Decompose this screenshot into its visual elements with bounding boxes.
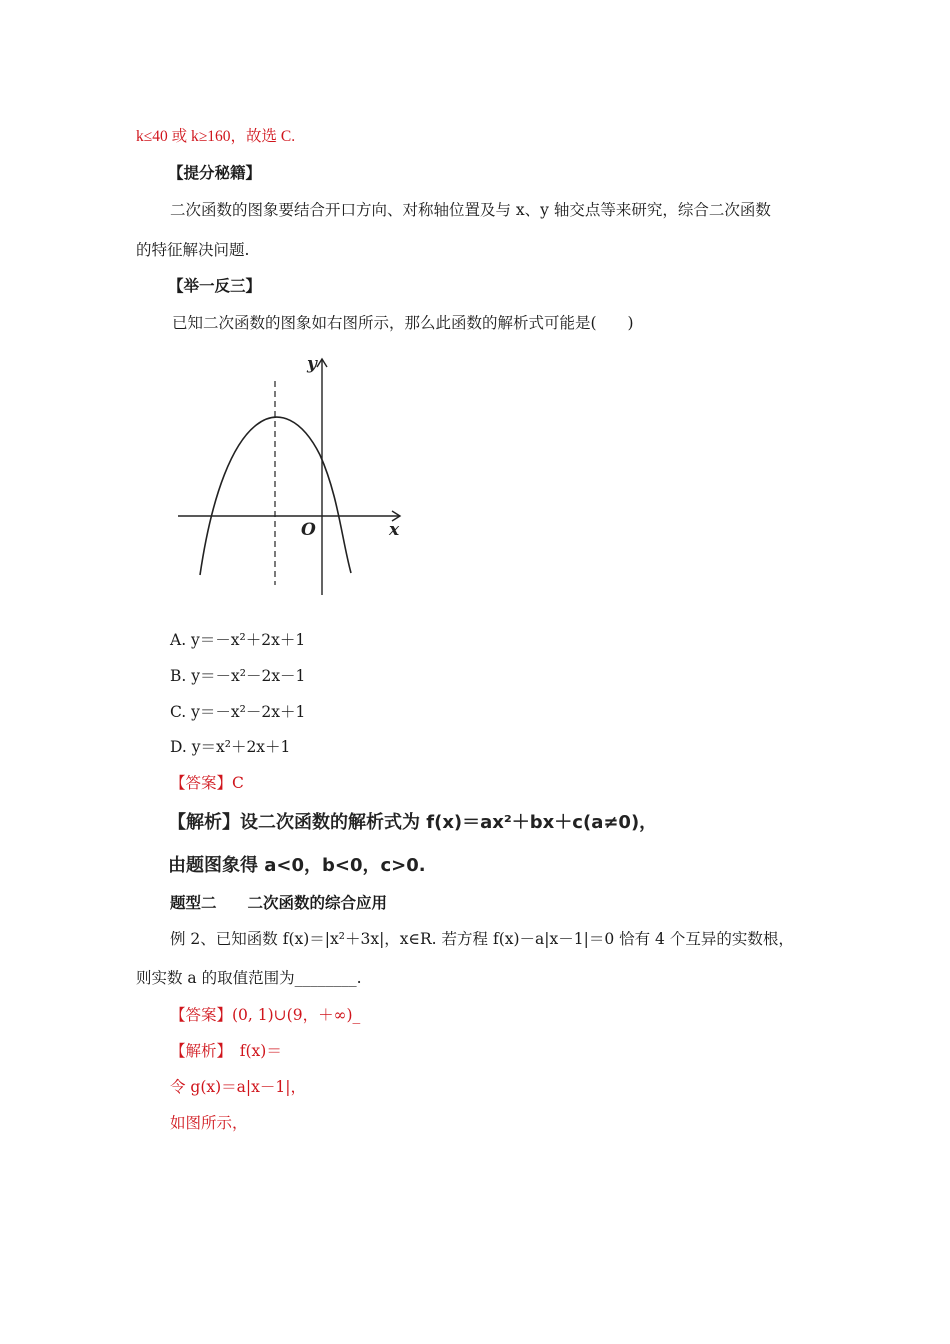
y-axis-label: y — [307, 354, 317, 374]
x-axis-label: x — [389, 520, 400, 540]
option-b: B. y＝－x²－2x－1 — [170, 667, 306, 685]
section-heading-type2: 题型二 二次函数的综合应用 — [170, 894, 388, 912]
answer-2: 【答案】(0, 1)∪(9，＋∞)_ — [170, 1006, 361, 1024]
example-2-line-1: 例 2、已知函数 f(x)＝|x²＋3x|，x∈R. 若方程 f(x)－a|x－1|＝0 恰有 4 个互异的实数根， — [170, 930, 794, 948]
option-c: C. y＝－x²－2x＋1 — [170, 703, 306, 721]
paragraph-line-1: 二次函数的图象要结合开口方向、对称轴位置及与 x、y 轴交点等来研究，综合二次函数 — [170, 201, 771, 219]
example-2-line-2: 则实数 a 的取值范围为________. — [136, 969, 362, 987]
analysis-2-line-3: 如图所示， — [170, 1114, 248, 1132]
analysis-2-line-2: 令 g(x)＝a|x－1|， — [170, 1078, 306, 1096]
conclusion-line: k≤40 或 k≥160，故选 C. — [136, 128, 296, 145]
paragraph-line-2: 的特征解决问题. — [136, 241, 250, 259]
analysis-2-line-1: 【解析】 f(x)＝ — [170, 1042, 282, 1060]
answer-1: 【答案】C — [170, 774, 244, 792]
analysis-1-line-1: 【解析】设二次函数的解析式为 f(x)＝ax²＋bx＋c(a≠0)， — [168, 812, 658, 833]
parabola-graph — [170, 345, 420, 605]
option-a: A. y＝－x²＋2x＋1 — [170, 631, 306, 649]
analysis-1-line-2: 由题图象得 a<0，b<0，c>0. — [168, 855, 426, 876]
section-heading-practice: 【举一反三】 — [168, 277, 262, 295]
section-heading-tips: 【提分秘籍】 — [168, 164, 262, 182]
origin-label: O — [301, 520, 316, 540]
option-d: D. y＝x²＋2x＋1 — [170, 738, 291, 756]
question-stem: 已知二次函数的图象如右图所示，那么此函数的解析式可能是( ) — [172, 314, 634, 332]
